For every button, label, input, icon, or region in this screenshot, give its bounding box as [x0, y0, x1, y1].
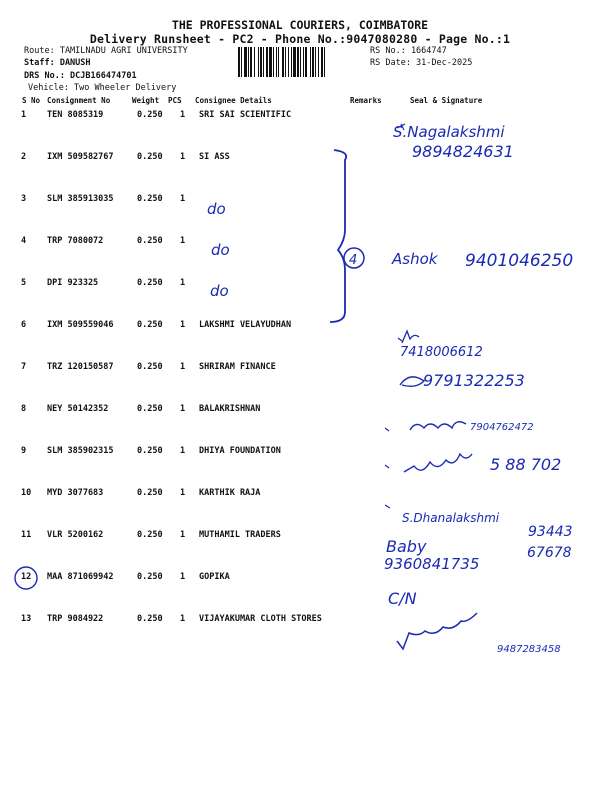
- phone-number: 7904762472: [470, 422, 534, 433]
- row-weight: 0.250: [137, 152, 163, 162]
- group-count: 4: [349, 253, 358, 268]
- signature: S.Dhanalakshmi: [402, 511, 500, 525]
- signature-mark: [402, 331, 419, 343]
- row-consignee: KARTHIK RAJA: [199, 488, 261, 498]
- row-consignee: LAKSHMI VELAYUDHAN: [199, 320, 292, 330]
- barcode-bar: [312, 47, 314, 77]
- row-consignment-no: IXM 509582767: [47, 152, 114, 162]
- row-consignment-no: TEN 8085319: [47, 110, 104, 120]
- row-sno: 6: [21, 320, 27, 330]
- row-pcs: 1: [180, 320, 186, 330]
- col-consignee: Consignee Details: [195, 96, 272, 105]
- barcode-bar: [303, 47, 304, 77]
- row-sno: 2: [21, 152, 27, 162]
- barcode-bar: [238, 47, 240, 77]
- barcode-bar: [310, 47, 311, 77]
- signature: C/N: [388, 589, 417, 608]
- phone-number: 93443: [528, 524, 573, 540]
- barcode-bar: [291, 47, 292, 77]
- row-pcs: 1: [180, 278, 186, 288]
- row-pcs: 1: [180, 236, 186, 246]
- barcode-bar: [273, 47, 274, 77]
- phone-number: 9487283458: [497, 644, 561, 655]
- phone-number: 5 88 702: [490, 455, 562, 474]
- row-pcs: 1: [180, 194, 186, 204]
- count-circle: [344, 248, 364, 268]
- barcode-bar: [269, 47, 272, 77]
- barcode-bar: [282, 47, 284, 77]
- row-consignee: VIJAYAKUMAR CLOTH STORES: [199, 614, 322, 624]
- phone-number: 9401046250: [465, 251, 574, 271]
- row-pcs: 1: [180, 110, 186, 120]
- barcode-bar: [278, 47, 279, 77]
- barcode-bar: [250, 47, 252, 77]
- row-pcs: 1: [180, 362, 186, 372]
- ditto-mark: do: [210, 282, 229, 300]
- row-consignment-no: IXM 509559046: [47, 320, 114, 330]
- barcode-bar: [258, 47, 259, 77]
- barcode-bar: [318, 47, 319, 77]
- row-weight: 0.250: [137, 404, 163, 414]
- col-sno: S No: [22, 96, 41, 105]
- row-consignee: SRI SAI SCIENTIFIC: [199, 110, 292, 120]
- row-consignment-no: TRP 7080072: [47, 236, 104, 246]
- col-remarks: Remarks: [350, 96, 382, 105]
- row-consignment-no: MAA 871069942: [47, 572, 114, 582]
- row-consignment-no: SLM 385913035: [47, 194, 114, 204]
- phone-number: 9360841735: [384, 555, 480, 573]
- signature-mark: [410, 422, 466, 430]
- row-weight: 0.250: [137, 446, 163, 456]
- barcode-bar: [248, 47, 249, 77]
- signature: S.Nagalakshmi: [393, 123, 505, 141]
- phone-number: 9791322253: [423, 371, 525, 390]
- row-sno: 13: [21, 614, 32, 624]
- row-consignment-no: DPI 923325: [47, 278, 99, 288]
- staff-text: Staff: DANUSH: [24, 58, 91, 68]
- row-weight: 0.250: [137, 362, 163, 372]
- row-weight: 0.250: [137, 530, 163, 540]
- vehicle-text: Vehicle: Two Wheeler Delivery: [28, 83, 177, 93]
- row-sno: 11: [21, 530, 32, 540]
- row-pcs: 1: [180, 530, 186, 540]
- signature-mark: [404, 454, 472, 472]
- barcode-bar: [293, 47, 296, 77]
- row-consignment-no: MYD 3077683: [47, 488, 104, 498]
- rs-date: RS Date: 31-Dec-2025: [370, 58, 473, 68]
- barcode-bar: [300, 47, 301, 77]
- row-pcs: 1: [180, 152, 186, 162]
- row-weight: 0.250: [137, 194, 163, 204]
- row-pcs: 1: [180, 488, 186, 498]
- col-consignment: Consignment No: [47, 96, 111, 105]
- row-sno: 9: [21, 446, 27, 456]
- row-consignee: GOPIKA: [199, 572, 230, 582]
- row-weight: 0.250: [137, 572, 163, 582]
- barcode-bar: [260, 47, 262, 77]
- barcode-bar: [288, 47, 289, 77]
- row-sno: 12: [21, 572, 32, 582]
- row-sno: 8: [21, 404, 27, 414]
- row-weight: 0.250: [137, 488, 163, 498]
- row-weight: 0.250: [137, 278, 163, 288]
- row-pcs: 1: [180, 572, 186, 582]
- col-weight: Weight: [132, 96, 160, 105]
- barcode-bar: [263, 47, 264, 77]
- row-consignment-no: SLM 385902315: [47, 446, 114, 456]
- route-text: Route: TAMILNADU AGRI UNIVERSITY: [24, 46, 188, 56]
- row-consignee: SHRIRAM FINANCE: [199, 362, 276, 372]
- row-sno: 4: [21, 236, 27, 246]
- row-consignee: MUTHAMIL TRADERS: [199, 530, 281, 540]
- drs-number: DRS No.: DCJB166474701: [24, 71, 137, 81]
- row-weight: 0.250: [137, 320, 163, 330]
- row-consignment-no: VLR 5200162: [47, 530, 104, 540]
- barcode-bar: [276, 47, 277, 77]
- row-weight: 0.250: [137, 614, 163, 624]
- barcode-bar: [254, 47, 255, 77]
- rs-number: RS No.: 1664747: [370, 46, 447, 56]
- signature-mark: [397, 124, 405, 130]
- row-consignee: BALAKRISHNAN: [199, 404, 261, 414]
- row-consignment-no: TRZ 120150587: [47, 362, 114, 372]
- barcode-bar: [244, 47, 247, 77]
- ditto-mark: do: [211, 241, 230, 259]
- barcode-bar: [324, 47, 325, 77]
- signature-mark: [397, 613, 477, 649]
- row-weight: 0.250: [137, 110, 163, 120]
- barcode-bar: [297, 47, 299, 77]
- tick-mark: [385, 338, 402, 508]
- company-title: THE PROFESSIONAL COURIERS, COIMBATORE: [171, 18, 429, 32]
- phone-number: 7418006612: [400, 345, 483, 360]
- row-consignee: SI ASS: [199, 152, 230, 162]
- runsheet-subtitle: Delivery Runsheet - PC2 - Phone No.:9047080280 - Page No.:1: [89, 32, 511, 46]
- bracket-mark: [330, 150, 346, 322]
- barcode-bar: [305, 47, 307, 77]
- signature-mark: [400, 377, 424, 387]
- phone-number: 67678: [527, 545, 572, 561]
- col-pcs: PCS: [168, 96, 182, 105]
- row-sno: 7: [21, 362, 27, 372]
- barcode-bar: [266, 47, 268, 77]
- row-consignee: DHIYA FOUNDATION: [199, 446, 281, 456]
- row-sno: 1: [21, 110, 27, 120]
- ditto-mark: do: [207, 200, 226, 218]
- row-weight: 0.250: [137, 236, 163, 246]
- row-sno: 5: [21, 278, 27, 288]
- signature: Ashok: [392, 250, 438, 268]
- barcode-bar: [285, 47, 286, 77]
- barcode-bar: [315, 47, 316, 77]
- barcode-image: [238, 47, 364, 77]
- row-pcs: 1: [180, 446, 186, 456]
- row-sno: 3: [21, 194, 27, 204]
- row-pcs: 1: [180, 404, 186, 414]
- barcode-bar: [321, 47, 323, 77]
- phone-number: 9894824631: [412, 142, 514, 161]
- signature: Baby: [386, 537, 427, 556]
- row-consignment-no: TRP 9084922: [47, 614, 104, 624]
- barcode-bar: [241, 47, 242, 77]
- col-seal-signature: Seal & Signature: [410, 96, 483, 105]
- row-sno: 10: [21, 488, 32, 498]
- row-consignment-no: NEY 50142352: [47, 404, 109, 414]
- row-pcs: 1: [180, 614, 186, 624]
